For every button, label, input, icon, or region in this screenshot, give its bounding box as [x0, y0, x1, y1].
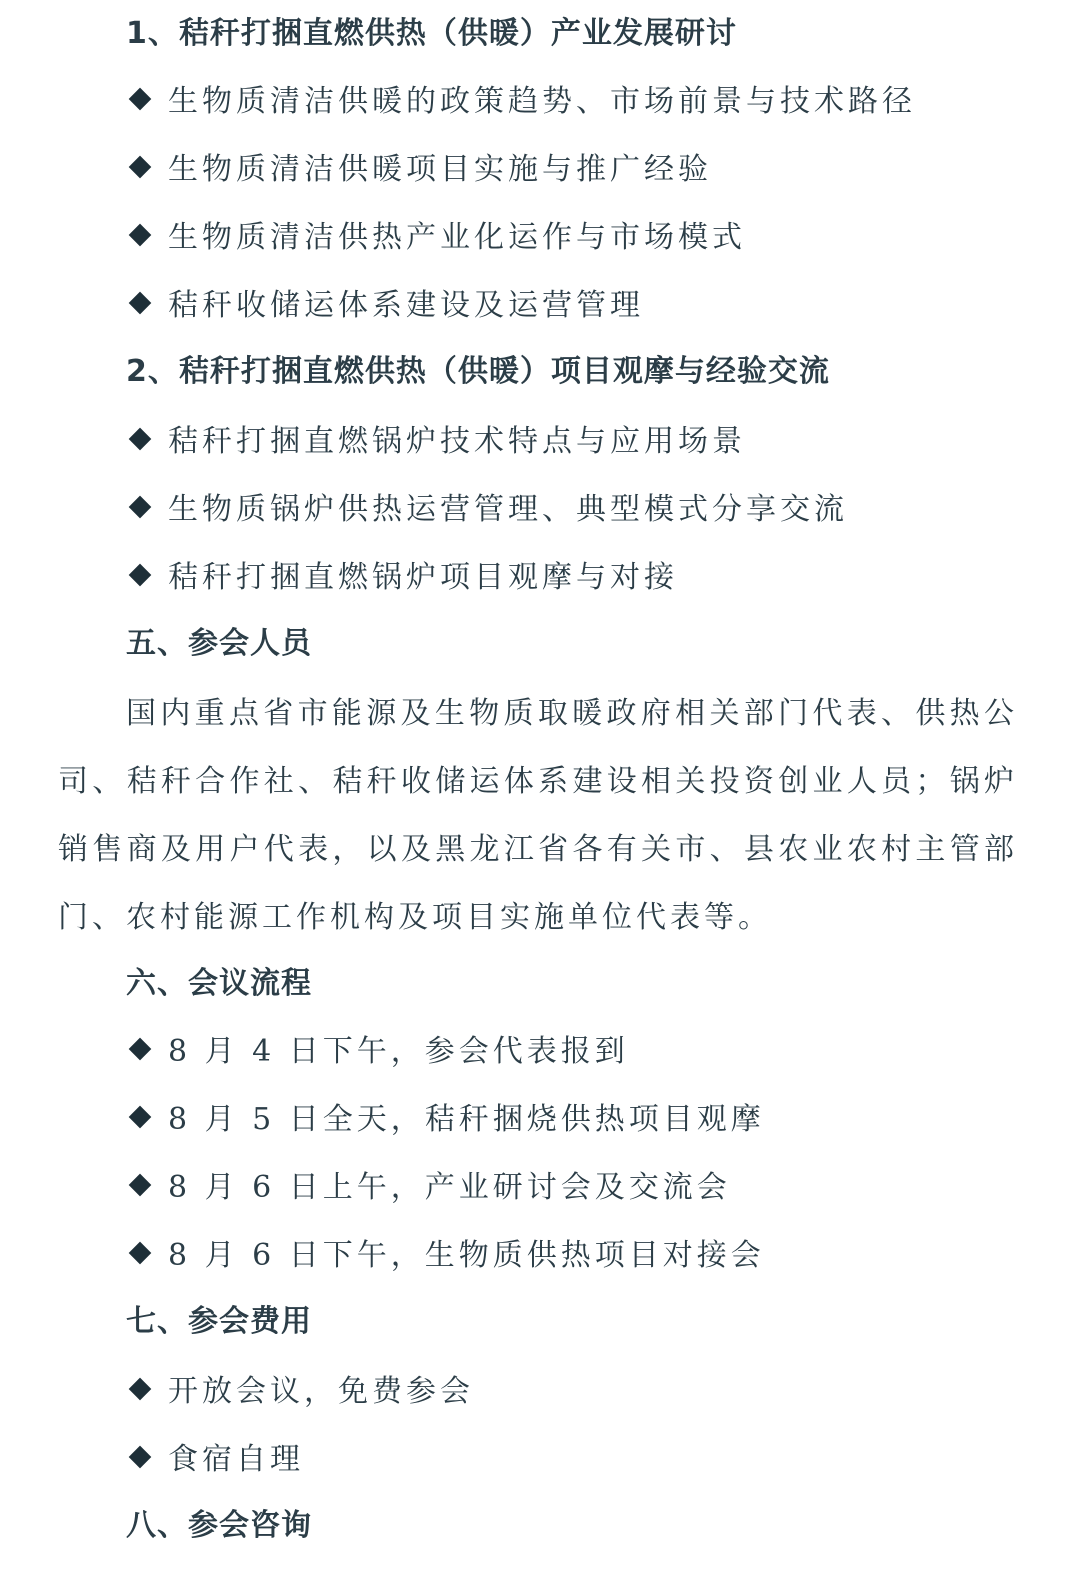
section-heading-6: 六、会议流程: [126, 966, 312, 1001]
section-heading-5: 五、参会人员: [126, 626, 312, 661]
diamond-bullet-icon: [129, 1378, 152, 1401]
diamond-bullet-icon: [129, 428, 152, 451]
diamond-bullet-icon: [129, 1446, 152, 1469]
section-heading-1: 1、秸秆打捆直燃供热（供暖）产业发展研讨: [126, 16, 737, 51]
diamond-bullet-icon: [129, 88, 152, 111]
list-item: 生物质清洁供暖的政策趋势、市场前景与技术路径: [126, 82, 1080, 122]
list-item: 8 月 5 日全天，秸秆捆烧供热项目观摩: [126, 1100, 1080, 1140]
list-item: 开放会议，免费参会: [126, 1372, 1080, 1412]
list-item: 生物质清洁供热产业化运作与市场模式: [126, 218, 1080, 258]
section-heading-2: 2、秸秆打捆直燃供热（供暖）项目观摩与经验交流: [126, 354, 830, 389]
list-item: 秸秆收储运体系建设及运营管理: [126, 286, 1080, 326]
list-item: 生物质锅炉供热运营管理、典型模式分享交流: [126, 490, 1080, 530]
list-item: 秸秆打捆直燃锅炉项目观摩与对接: [126, 558, 1080, 598]
diamond-bullet-icon: [129, 1174, 152, 1197]
diamond-bullet-icon: [129, 156, 152, 179]
section-heading-7: 七、参会费用: [126, 1304, 312, 1339]
list-item: 8 月 4 日下午，参会代表报到: [126, 1032, 1080, 1072]
diamond-bullet-icon: [129, 1038, 152, 1061]
diamond-bullet-icon: [129, 292, 152, 315]
diamond-bullet-icon: [129, 564, 152, 587]
list-item: 秸秆打捆直燃锅炉技术特点与应用场景: [126, 422, 1080, 462]
list-item: 8 月 6 日下午，生物质供热项目对接会: [126, 1236, 1080, 1276]
list-item: 食宿自理: [126, 1440, 1080, 1480]
diamond-bullet-icon: [129, 1106, 152, 1129]
diamond-bullet-icon: [129, 224, 152, 247]
attendees-paragraph: 国内重点省市能源及生物质取暖政府相关部门代表、供热公司、秸秆合作社、秸秆收储运体系建设相关投资创业人员；锅炉销售商及用户代表，以及黑龙江省各有关市、县农业农村主管部门、农村能源工作机构及项目实施单位代表等。: [58, 696, 1018, 935]
diamond-bullet-icon: [129, 1242, 152, 1265]
section-heading-8: 八、参会咨询: [126, 1508, 312, 1543]
diamond-bullet-icon: [129, 496, 152, 519]
list-item: 生物质清洁供暖项目实施与推广经验: [126, 150, 1080, 190]
list-item: 8 月 6 日上午，产业研讨会及交流会: [126, 1168, 1080, 1208]
